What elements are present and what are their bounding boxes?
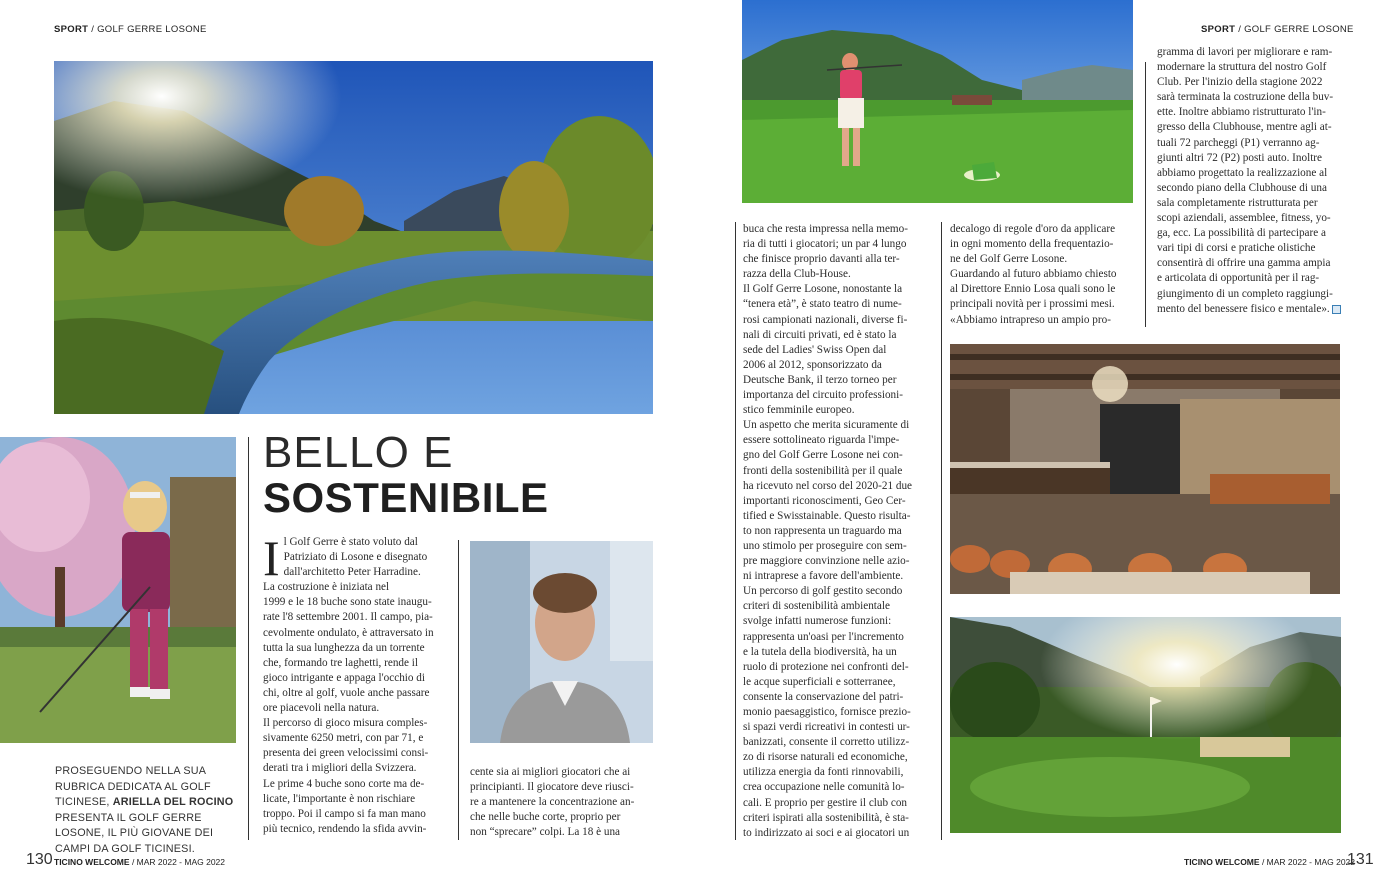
column-3-text bbox=[743, 222, 938, 841]
text-line: che nelle buche corte, proprio per bbox=[470, 811, 621, 824]
text-line: mento del benessere fisico e mentale». bbox=[1157, 302, 1347, 317]
column-divider bbox=[941, 222, 942, 840]
text-line: ga, ecc. La possibilità di partecipare a bbox=[1157, 227, 1326, 240]
text-line: importanza del circuito professioni- bbox=[743, 389, 903, 402]
text-line: stico femminile europeo. bbox=[743, 404, 855, 417]
text-line: buca che resta impressa nella memo- bbox=[743, 223, 908, 235]
page-number-left: 130 bbox=[26, 851, 53, 868]
text-line: vari tipi di corsi e pratiche olistiche bbox=[1157, 242, 1316, 255]
text-line: crea occupazione nelle comunità lo- bbox=[743, 781, 905, 794]
text-line: “tenera età”, è stato teatro di nume- bbox=[743, 298, 902, 311]
text-line: sede del Ladies' Swiss Open dal bbox=[743, 343, 887, 356]
subsection-label: / GOLF GERRE LOSONE bbox=[1238, 24, 1354, 35]
text-line: in ogni momento della frequentazio- bbox=[950, 238, 1114, 251]
text-line: svolge infatti numerose funzioni: bbox=[743, 615, 892, 628]
text-line: Patriziato di Losone e disegnato bbox=[283, 551, 428, 564]
text-line: e la tutela della biodiversità, ha un bbox=[743, 645, 897, 658]
text-line: ette. Inoltre abbiamo ristrutturato l'in- bbox=[1157, 106, 1326, 119]
text-line: rappresenta un'oasi per l'incremento bbox=[743, 630, 904, 643]
column-1-text bbox=[263, 530, 453, 837]
text-line: rate l'8 settembre 2001. Il campo, pia- bbox=[263, 611, 433, 624]
text-line: «Abbiamo intrapreso un ampio pro- bbox=[950, 313, 1111, 326]
text-line: essere sottolineato riguarda l'impe- bbox=[743, 434, 900, 447]
article-column-3 bbox=[743, 222, 938, 841]
drop-cap: I bbox=[263, 530, 280, 586]
text-line: monio paesaggistico, fornisce prezio- bbox=[743, 706, 911, 718]
text-line: 2006 al 2012, sponsorizzato da bbox=[743, 358, 882, 371]
text-line: Guardando al futuro abbiamo chiesto bbox=[950, 268, 1117, 281]
golf-green-sunset-photo bbox=[950, 617, 1341, 833]
text-line: nali di circuiti privati, ed è stato la bbox=[743, 328, 897, 341]
text-line: Le prime 4 buche sono corte ma de- bbox=[263, 777, 425, 790]
article-intro-caption bbox=[55, 764, 240, 857]
text-line: presenta dei green velocissimi consi- bbox=[263, 747, 429, 760]
text-line: tuali 72 parcheggi (P1) verranno ag- bbox=[1157, 136, 1320, 149]
column-divider bbox=[1145, 62, 1146, 327]
footer-brand: TICINO WELCOME bbox=[1184, 857, 1260, 867]
footer-issue: / MAR 2022 - MAG 2022 bbox=[131, 857, 226, 867]
text-line: scopi aziendali, assemblee, fitness, yo- bbox=[1157, 212, 1331, 225]
text-line: importanti riconoscimenti, Geo Cer- bbox=[743, 494, 906, 507]
text-line: to non rappresenta un traguardo ma bbox=[743, 524, 902, 537]
text-line: principianti. Il giocatore deve riusci- bbox=[470, 781, 634, 794]
text-line: giungimento di un completo raggiungi- bbox=[1157, 287, 1333, 300]
text-line: gno del Golf Gerre Losone nei con- bbox=[743, 449, 903, 462]
text-line: principali novità per i prossimi mesi. bbox=[950, 298, 1115, 311]
text-line: ha ricevuto nel corso del 2020-21 due bbox=[743, 479, 913, 492]
text-line: Club. Per l'inizio della stagione 2022 bbox=[1157, 76, 1323, 89]
text-line: chi, oltre al golf, vuole anche passare bbox=[263, 686, 430, 699]
text-line: l Golf Gerre è stato voluto dal bbox=[283, 536, 418, 548]
text-line: criteri di sostenibilità ambientale bbox=[743, 600, 890, 613]
article-title-line2: SOSTENIBILE bbox=[263, 474, 549, 521]
text-line: troppo. Poi il campo si fa man mano bbox=[263, 807, 426, 820]
text-line: rosi campionati nazionali, diverse fi- bbox=[743, 313, 908, 326]
text-line: fronti della sostenibilità per il quale bbox=[743, 464, 903, 477]
article-column-2 bbox=[470, 765, 660, 840]
text-line: ni intraprese a favore dell'ambiente. bbox=[743, 570, 904, 583]
caption-author-name: ARIELLA DEL ROCINO bbox=[112, 796, 234, 808]
column-2-text bbox=[470, 765, 660, 840]
text-line: non “sprecare” colpi. La 18 è una bbox=[470, 826, 621, 839]
text-line: giunti altri 72 (P2) posti auto. Inoltre bbox=[1157, 151, 1322, 164]
driving-range-golfer-photo bbox=[742, 0, 1133, 203]
text-line: sivamente 6250 metri, con par 71, e bbox=[263, 732, 424, 745]
text-line: più tecnico, rendendo la sfida avvin- bbox=[263, 822, 427, 835]
text-line: gramma di lavori per migliorare e ram- bbox=[1157, 46, 1333, 58]
text-line: che finisce proprio davanti alla ter- bbox=[743, 253, 900, 266]
left-section-tag bbox=[54, 24, 207, 35]
text-line: consentirà di offrire una gamma ampia bbox=[1157, 257, 1331, 270]
caption-text-part1: PROSEGUENDO NELLA SUA RUBRICA DEDICATA AL GOLF TICINESE, bbox=[55, 765, 211, 808]
text-line: re a mantenere la concentrazione an- bbox=[470, 796, 635, 809]
footer-brand: TICINO WELCOME bbox=[54, 857, 130, 867]
golfer-woman-photo bbox=[0, 437, 236, 743]
text-line: sarà terminata la costruzione della buv- bbox=[1157, 91, 1334, 104]
article-end-icon bbox=[1332, 305, 1341, 314]
text-line: derati tra i migliori della Svizzera. bbox=[263, 762, 417, 775]
text-line: gioco intrigante e appaga l'occhio di bbox=[263, 671, 426, 684]
text-line: che, formando tre laghetti, rende il bbox=[263, 656, 419, 669]
text-line: dall'architetto Peter Harradine. bbox=[283, 566, 421, 579]
page-number-right: 131 bbox=[1347, 851, 1374, 868]
text-line: Deutsche Bank, il terzo torneo per bbox=[743, 373, 897, 386]
hero-golf-stream-photo bbox=[54, 61, 653, 414]
text-line: cali. E proprio per gestire il club con bbox=[743, 796, 908, 809]
text-line: e articolata di opportunità per il rag- bbox=[1157, 272, 1320, 285]
text-line: tified e Swisstainable. Questo risulta- bbox=[743, 509, 911, 522]
text-line: ne del Golf Gerre Losone. bbox=[950, 253, 1068, 266]
text-line: razza della Club-House. bbox=[743, 268, 851, 281]
text-line: La costruzione è iniziata nel bbox=[263, 581, 390, 594]
column-4-text bbox=[950, 222, 1135, 328]
caption-text-part2: PRESENTA IL GOLF GERRE LOSONE, IL PIÙ GIOVANE DEI CAMPI DA GOLF TICINESI. bbox=[55, 811, 214, 855]
text-line: cente sia ai migliori giocatori che ai bbox=[470, 766, 631, 778]
column-divider bbox=[458, 540, 459, 840]
text-line: tutta la sua lunghezza da un torrente bbox=[263, 641, 425, 654]
text-line: si spazi verdi ricreativi in contesti ur- bbox=[743, 721, 910, 734]
column-divider bbox=[248, 437, 249, 840]
section-label: SPORT bbox=[54, 24, 89, 35]
text-line: licate, l'importante è non rischiare bbox=[263, 792, 416, 805]
text-line: sala completamente ristrutturata per bbox=[1157, 196, 1318, 209]
clubhouse-interior-photo bbox=[950, 344, 1340, 594]
director-portrait-photo bbox=[470, 541, 653, 743]
right-footer bbox=[1184, 857, 1355, 867]
subsection-label: / GOLF GERRE LOSONE bbox=[91, 24, 207, 35]
footer-issue: / MAR 2022 - MAG 2022 bbox=[1261, 857, 1356, 867]
column-divider bbox=[735, 222, 736, 840]
text-line: modernare la struttura del nostro Golf bbox=[1157, 61, 1327, 74]
text-line: consente la conservazione del patri- bbox=[743, 690, 904, 703]
text-line: decalogo di regole d'oro da applicare bbox=[950, 223, 1116, 235]
text-line: pre maggiore convinzione nelle azio- bbox=[743, 555, 910, 568]
text-line: ruolo di protezione nei confronti del- bbox=[743, 660, 909, 673]
text-line: Il Golf Gerre Losone, nonostante la bbox=[743, 283, 903, 296]
text-line: abbiamo progettato la realizzazione al bbox=[1157, 166, 1328, 179]
text-line: cevolmente ondulato, è attraversato in bbox=[263, 626, 434, 639]
text-line: banizzati, consente il corretto utilizz- bbox=[743, 736, 910, 749]
right-section-tag bbox=[1201, 24, 1354, 35]
text-line: zo di risorse naturali ed economiche, bbox=[743, 751, 908, 764]
text-line: uno stimolo per proseguire con sem- bbox=[743, 539, 907, 552]
article-column-4 bbox=[950, 222, 1135, 328]
text-line: criteri ispirati alla sostenibilità, è sta- bbox=[743, 811, 909, 824]
text-line: to indirizzato ai soci e ai giocatori un bbox=[743, 826, 910, 839]
text-line: ore piacevoli nella natura. bbox=[263, 702, 380, 715]
text-line: utilizza energia da fonti rinnovabili, bbox=[743, 766, 904, 779]
text-line: 1999 e le 18 buche sono state inaugu- bbox=[263, 596, 432, 609]
text-line: secondo piano della Clubhouse di una bbox=[1157, 181, 1327, 194]
left-footer bbox=[54, 857, 225, 867]
section-label: SPORT bbox=[1201, 24, 1236, 35]
text-line: ria di tutti i giocatori; un par 4 lungo bbox=[743, 238, 907, 251]
text-line: Il percorso di gioco misura comples- bbox=[263, 717, 428, 730]
text-line: Un aspetto che merita sicuramente di bbox=[743, 419, 910, 432]
text-line: Un percorso di golf gestito secondo bbox=[743, 585, 903, 598]
article-title-line1: BELLO E bbox=[263, 428, 454, 477]
text-line: gresso della Clubhouse, mentre agli at- bbox=[1157, 121, 1332, 134]
text-line: al Direttore Ennio Losa quali sono le bbox=[950, 283, 1116, 296]
text-line: le acque superficiali e sotterranee, bbox=[743, 675, 896, 688]
article-column-1 bbox=[263, 530, 453, 837]
column-5-text bbox=[1157, 45, 1347, 317]
article-column-5 bbox=[1157, 45, 1347, 317]
